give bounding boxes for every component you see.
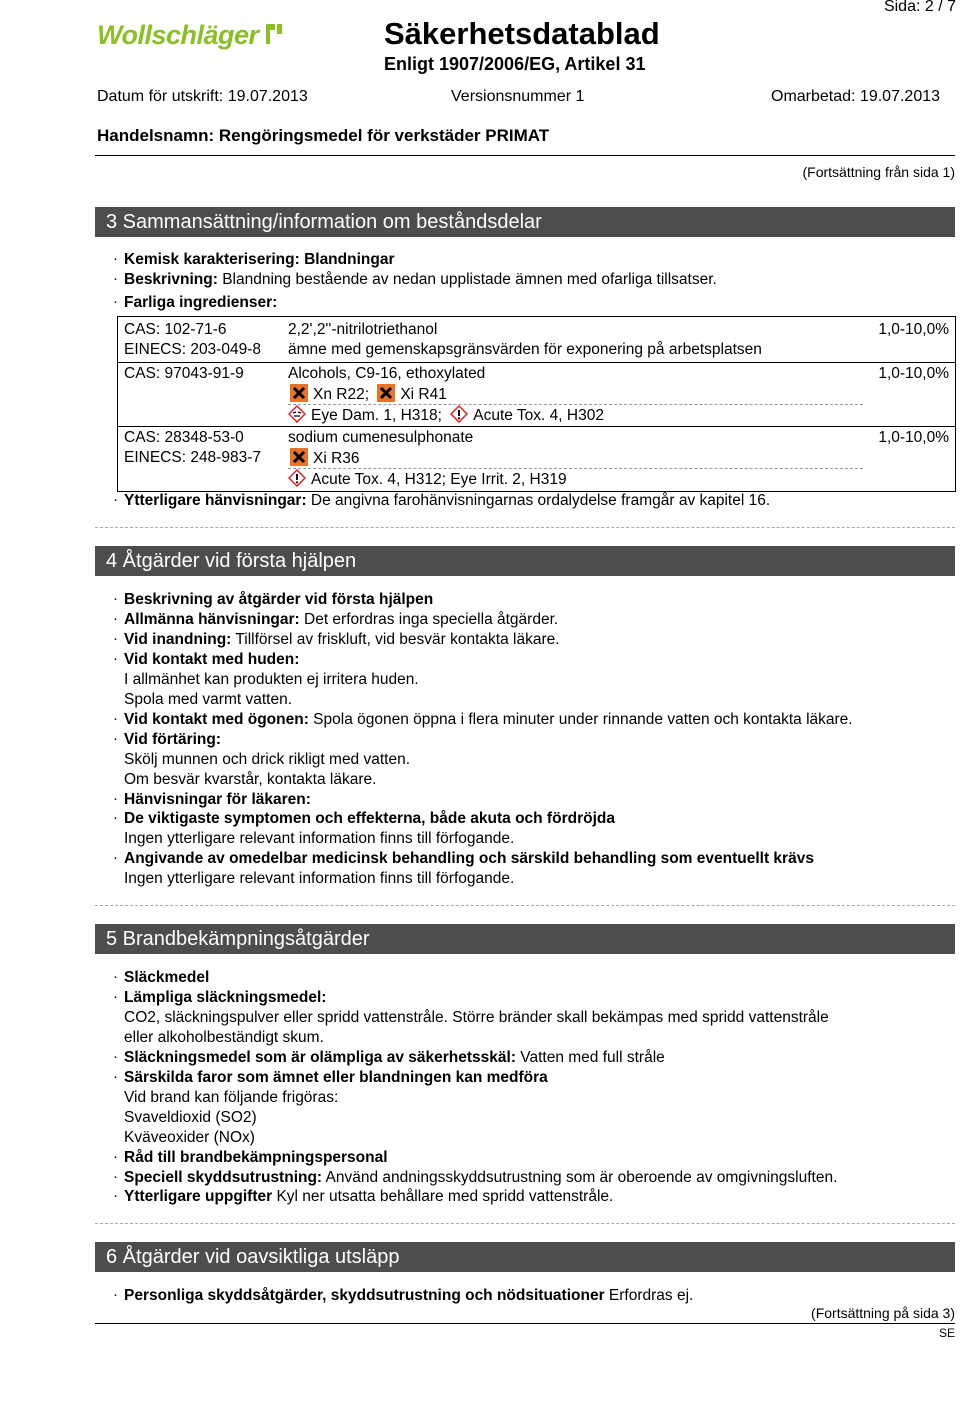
- bullet: ·: [113, 709, 118, 727]
- footer-divider: [95, 1323, 955, 1324]
- version-number: Versionsnummer 1: [451, 88, 585, 105]
- continued-from: (Fortsättning från sida 1): [802, 164, 955, 180]
- text-line: Vid förtäring:: [124, 730, 222, 748]
- irritant-x-icon: [290, 448, 308, 466]
- text-line: Om besvär kvarstår, kontakta läkare.: [124, 770, 377, 788]
- row-divider: [117, 362, 955, 363]
- section-6-title: 6 Åtgärder vid oavsiktliga utsläpp: [106, 1246, 400, 1268]
- corrosion-icon: [288, 405, 306, 423]
- bullet: ·: [113, 987, 118, 1005]
- document-title: Säkerhetsdatablad: [384, 16, 660, 51]
- table-right-border: [955, 316, 956, 492]
- bullet: ·: [113, 789, 118, 807]
- text-line: Svaveldioxid (SO2): [124, 1108, 257, 1126]
- revised-date: Omarbetad: 19.07.2013: [771, 88, 941, 105]
- hazard-statements: Eye Dam. 1, H318; Acute Tox. 4, H302: [288, 405, 604, 425]
- bullet: ·: [113, 270, 118, 287]
- text-line: Skölj munnen och drick rikligt med vatten.: [124, 750, 411, 768]
- text-line: Släckningsmedel som är olämpliga av säkerhetsskäl: Vatten med full stråle: [124, 1048, 665, 1066]
- ingredient-name: 2,2',2''-nitrilotriethanol: [288, 321, 438, 338]
- page-number: Sida: 2 / 7: [883, 0, 956, 15]
- table-top-border: [117, 316, 955, 317]
- trade-name: Handelsnamn: Rengöringsmedel för verkstäder PRIMAT: [97, 126, 550, 145]
- bullet: ·: [113, 1067, 118, 1085]
- text-line: Vid kontakt med huden:: [124, 650, 300, 668]
- text-line: Vid kontakt med ögonen: Spola ögonen öppna i flera minuter under rinnande vatten och kontakta läkare.: [124, 710, 853, 728]
- section-4-title: 4 Åtgärder vid första hjälpen: [106, 550, 357, 572]
- text-line: eller alkoholbeständigt skum.: [124, 1028, 324, 1046]
- exclamation-icon: [288, 469, 306, 487]
- section-5-title: 5 Brandbekämpningsåtgärder: [106, 928, 370, 950]
- bullet: ·: [113, 809, 118, 827]
- ingredient-note: ämne med gemenskapsgränsvärden för exponering på arbetsplatsen: [288, 341, 762, 358]
- section-3-title: 3 Sammansättning/information om beståndsdelar: [106, 211, 542, 233]
- concentration: 1,0-10,0%: [878, 321, 949, 338]
- text-line: Hänvisningar för läkaren:: [124, 790, 311, 808]
- text-line: Ingen ytterligare relevant information finns till förfogande.: [124, 870, 515, 888]
- company-logo: [97, 20, 285, 51]
- concentration: 1,0-10,0%: [878, 365, 949, 382]
- einecs-number: EINECS: 248-983-7: [124, 449, 261, 466]
- text-line: Vid inandning: Tillförsel av friskluft, vid besvär kontakta läkare.: [124, 630, 560, 648]
- section-divider: [95, 1223, 955, 1224]
- ingredient-name: Alcohols, C9-16, ethoxylated: [288, 365, 486, 382]
- bullet: ·: [113, 968, 118, 985]
- bullet: ·: [113, 1187, 118, 1205]
- text-line: I allmänhet kan produkten ej irritera huden.: [124, 670, 419, 688]
- text-line: CO2, släckningspulver eller spridd vattenstråle. Större bränder skall bekämpas med spridd vattenstråle: [124, 1008, 829, 1026]
- section-6-header: [95, 1242, 955, 1272]
- hazard-statements: Acute Tox. 4, H312; Eye Irrit. 2, H319: [288, 469, 567, 489]
- section-5-header: [95, 924, 955, 954]
- bullet: ·: [113, 849, 118, 867]
- text-line: Beskrivning av åtgärder vid första hjälpen: [124, 591, 434, 608]
- text-line: Kväveoxider (NOx): [124, 1128, 255, 1146]
- bullet: ·: [113, 729, 118, 747]
- text-line: Angivande av omedelbar medicinsk behandling och särskild behandling som eventuellt krävs: [124, 850, 814, 868]
- irritant-x-icon: [377, 384, 395, 402]
- bullet: ·: [113, 1047, 118, 1065]
- cas-number: CAS: 97043-91-9: [124, 365, 244, 382]
- document-subtitle: Enligt 1907/2006/EG, Artikel 31: [384, 54, 646, 74]
- text-line: Lämpliga släckningsmedel:: [124, 988, 327, 1006]
- cas-number: CAS: 102-71-6: [124, 321, 227, 338]
- text-line: De viktigaste symptomen och effekterna, både akuta och fördröjda: [124, 810, 615, 828]
- concentration: 1,0-10,0%: [878, 429, 949, 446]
- chemical-characterization: Kemisk karakterisering: Blandningar: [124, 251, 395, 268]
- risk-phrases: Xn R22; Xi R41: [290, 384, 447, 404]
- einecs-number: EINECS: 203-049-8: [124, 341, 261, 358]
- bullet: ·: [113, 649, 118, 667]
- bullet: ·: [113, 293, 118, 310]
- text-line: Ytterligare uppgifter Kyl ner utsatta behållare med spridd vattenstråle.: [124, 1188, 614, 1206]
- bullet: ·: [113, 1167, 118, 1185]
- additional-references: Ytterligare hänvisningar: De angivna farohänvisningarnas ordalydelse framgår av kapitel 16.: [124, 492, 771, 509]
- logo-mark-icon: [263, 20, 285, 48]
- text-line: Råd till brandbekämpningspersonal: [124, 1148, 388, 1166]
- exclamation-icon: [450, 405, 468, 423]
- print-date: Datum för utskrift: 19.07.2013: [97, 88, 308, 105]
- bullet: ·: [113, 250, 118, 267]
- continued-on: (Fortsättning på sida 3): [811, 1305, 955, 1321]
- header-divider: [95, 155, 955, 156]
- bullet: ·: [113, 1286, 118, 1303]
- harmful-x-icon: [290, 384, 308, 402]
- text-line: Speciell skyddsutrustning: Använd andningsskyddsutrustning som är oberoende av omgivningsluften.: [124, 1168, 838, 1186]
- text-line: Spola med varmt vatten.: [124, 690, 292, 708]
- text-line: Släckmedel: [124, 969, 210, 986]
- text-line: Vid brand kan följande frigöras:: [124, 1088, 339, 1106]
- section-divider: [95, 905, 955, 906]
- risk-phrases: Xi R36: [290, 448, 360, 468]
- ingredient-name: sodium cumenesulphonate: [288, 429, 474, 446]
- text-line: Särskilda faror som ämnet eller blandningen kan medföra: [124, 1068, 548, 1086]
- row-divider: [117, 426, 955, 427]
- bullet: ·: [113, 629, 118, 647]
- description: Beskrivning: Blandning bestående av nedan upplistade ämnen med ofarliga tillsatser.: [124, 271, 717, 288]
- hazardous-ingredients-label: Farliga ingredienser:: [124, 294, 278, 311]
- cas-number: CAS: 28348-53-0: [124, 429, 244, 446]
- bullet: ·: [113, 609, 118, 627]
- section-4-header: [95, 546, 955, 576]
- bullet: ·: [113, 491, 118, 508]
- bullet: ·: [113, 1147, 118, 1165]
- logo-text: Wollschläger: [97, 20, 259, 50]
- table-left-border: [117, 316, 118, 492]
- bullet: ·: [113, 590, 118, 607]
- country-code: SE: [938, 1326, 955, 1340]
- text-line: Allmänna hänvisningar: Det erfordras inga speciella åtgärder.: [124, 610, 559, 628]
- section-3-header: [95, 207, 955, 237]
- section-divider: [95, 527, 955, 528]
- personal-precautions: Personliga skyddsåtgärder, skyddsutrustning och nödsituationer Erfordras ej.: [124, 1287, 694, 1304]
- text-line: Ingen ytterligare relevant information finns till förfogande.: [124, 830, 515, 848]
